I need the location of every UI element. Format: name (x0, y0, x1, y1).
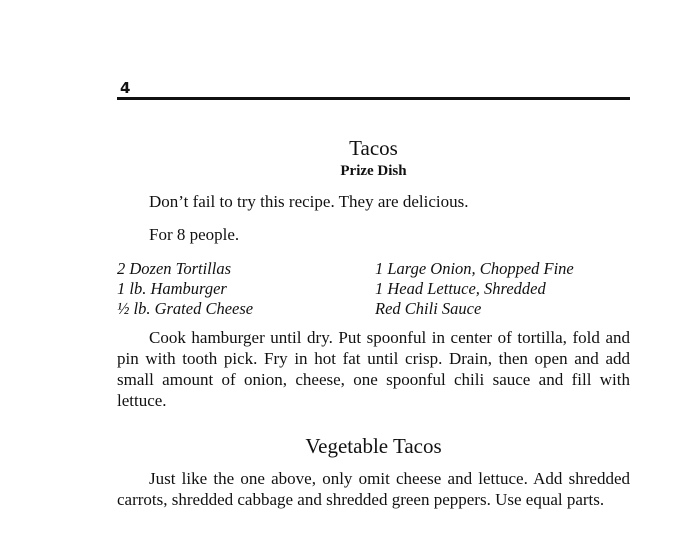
ingredients-left-column (117, 259, 253, 319)
recipe-serves: For 8 people. (149, 225, 240, 244)
ingredient-item: ½ lb. Grated Cheese (117, 299, 254, 318)
recipe-directions: Cook hamburger until dry. Put spoonful in center of tortilla, fold and pin with tooth pick. Fry in hot fat until crisp. Drain, then open and add small amount of onion, cheese, one spoonful chili sauce and fill with lettuce. (117, 328, 630, 410)
recipe-subtitle: Prize Dish (340, 163, 407, 179)
ingredient-item: 2 Dozen Tortillas (117, 259, 232, 278)
ingredient-item: Red Chili Sauce (375, 299, 482, 318)
recipe-2-directions: Just like the one above, only omit cheese and lettuce. Add shredded carrots, shredded cabbage and shredded green peppers. Use equal parts. (117, 469, 630, 509)
ingredient-item: 1 lb. Hamburger (117, 279, 227, 298)
page-number: 4 (120, 79, 131, 97)
recipe-title-tacos: Tacos (349, 136, 398, 160)
header-rule (117, 97, 630, 100)
ingredients-right-column (375, 259, 574, 319)
recipe-intro: Don’t fail to try this recipe. They are delicious. (149, 192, 469, 211)
recipe-title-vegetable-tacos: Vegetable Tacos (305, 434, 442, 458)
ingredient-item: 1 Head Lettuce, Shredded (375, 279, 546, 298)
ingredient-item: 1 Large Onion, Chopped Fine (375, 259, 574, 278)
